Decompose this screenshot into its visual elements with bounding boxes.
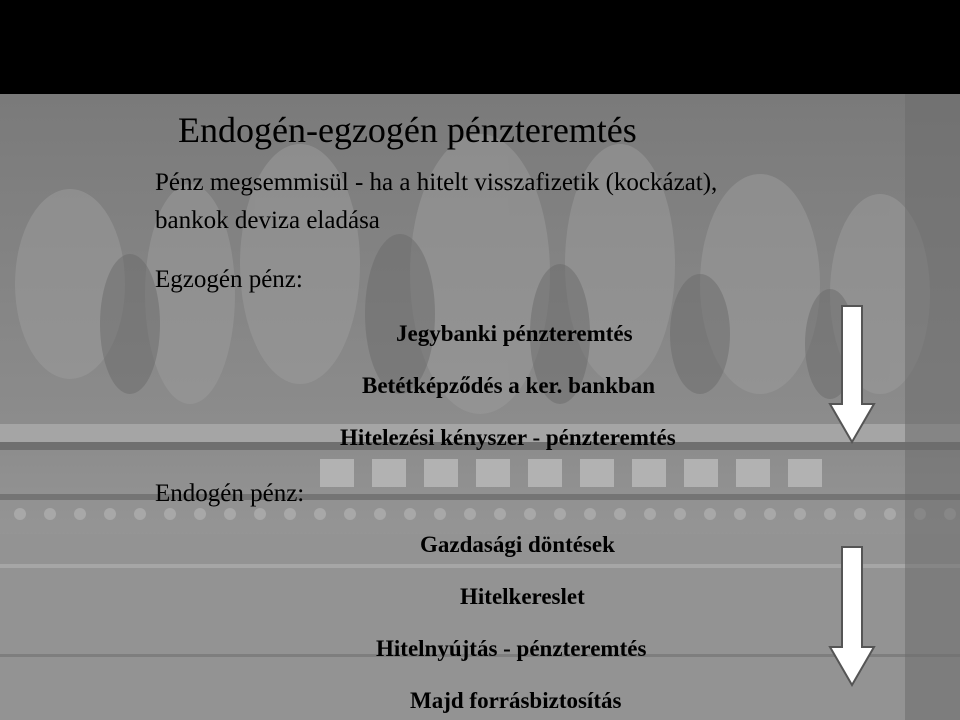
endogenous-item-funding: Majd forrásbiztosítás	[410, 688, 622, 713]
exogenous-item-deposit-creation: Betétképződés a ker. bankban	[362, 373, 656, 398]
exogenous-money-label: Egzogén pénz:	[155, 266, 303, 293]
endogenous-item-lending: Hitelnyújtás - pénzteremtés	[376, 636, 647, 661]
down-arrow-icon	[828, 545, 876, 687]
down-arrow-icon	[828, 304, 876, 444]
slide-title: Endogén-egzogén pénzteremtés	[178, 110, 637, 150]
endogenous-item-economic-decisions: Gazdasági döntések	[420, 532, 615, 557]
intro-line-1: Pénz megsemmisül - ha a hitelt visszafizetik (kockázat),	[155, 169, 718, 196]
exogenous-item-lending-pressure: Hitelezési kényszer - pénzteremtés	[340, 425, 676, 450]
intro-line-2: bankok deviza eladása	[155, 207, 380, 234]
top-black-band	[0, 0, 960, 94]
exogenous-item-central-bank: Jegybanki pénzteremtés	[396, 321, 633, 346]
endogenous-item-credit-demand: Hitelkereslet	[460, 584, 585, 609]
endogenous-money-label: Endogén pénz:	[155, 480, 305, 507]
